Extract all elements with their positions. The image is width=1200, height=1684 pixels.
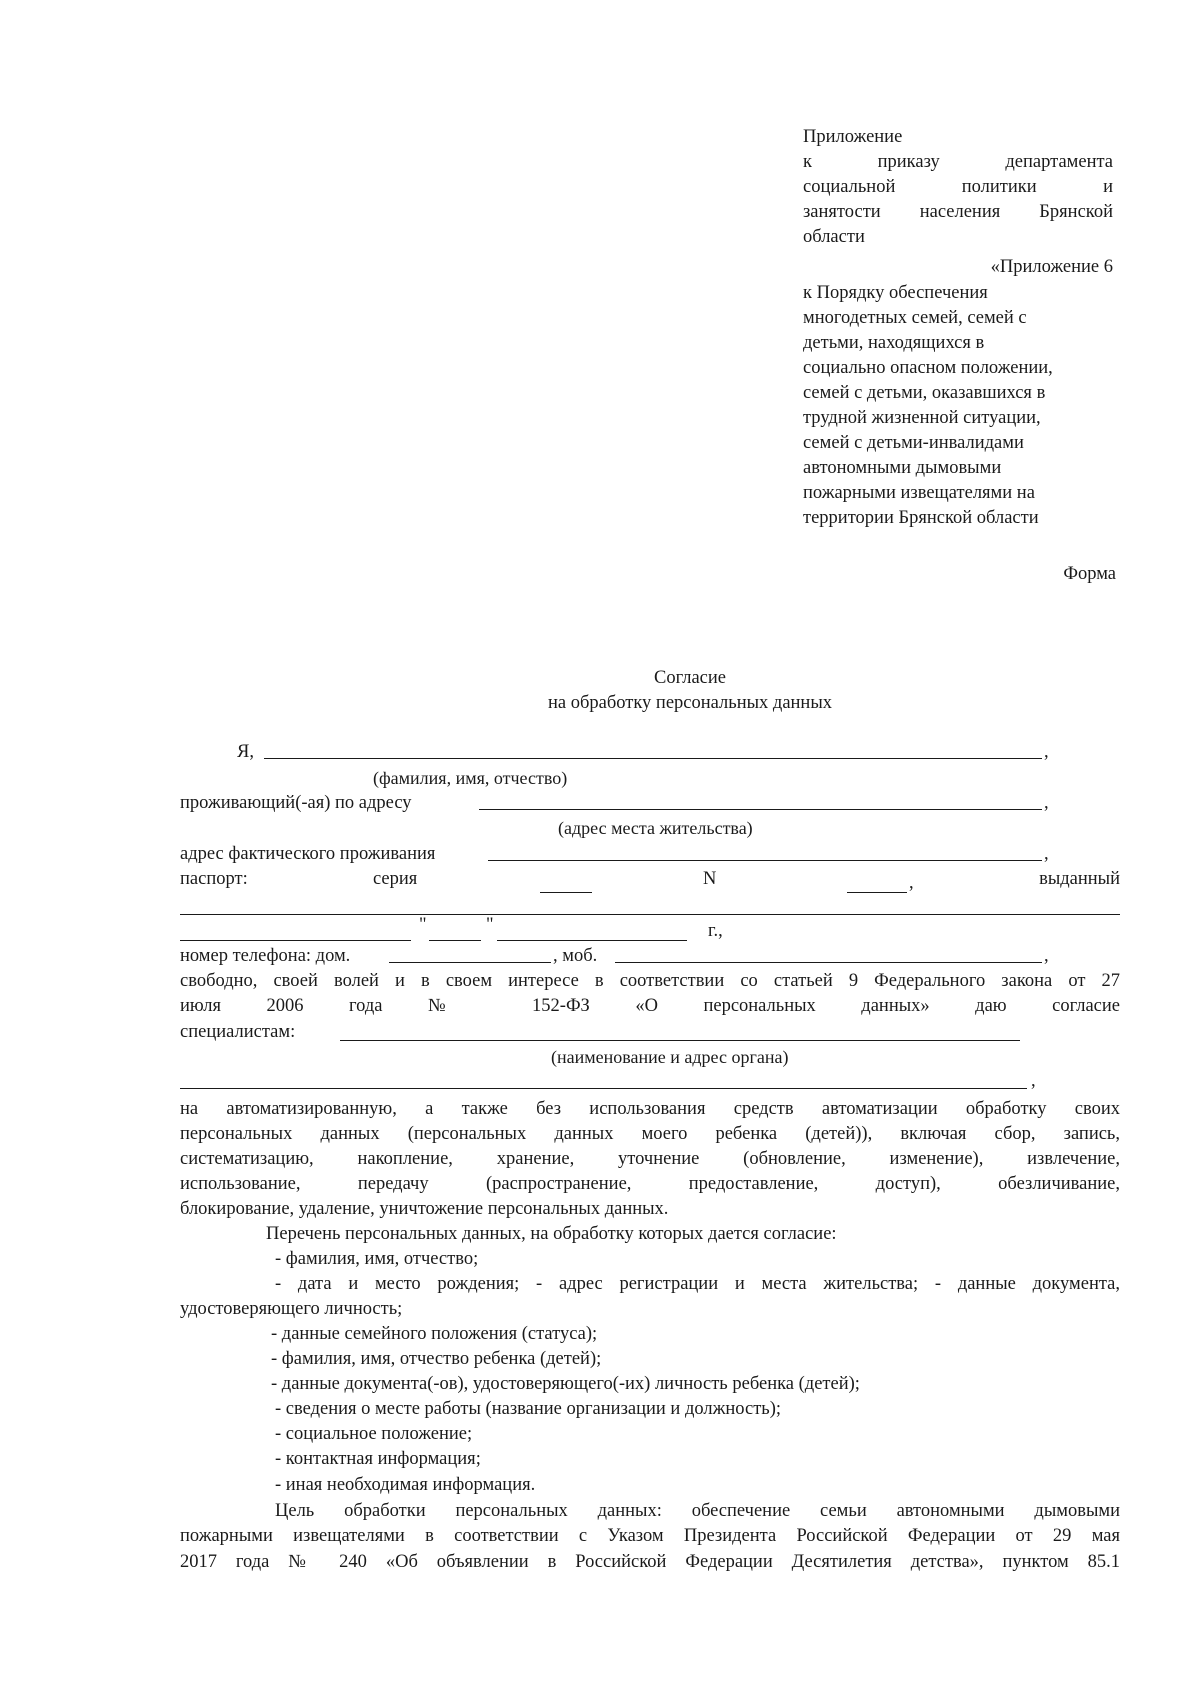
address-hint: (адрес места жительства)	[558, 818, 753, 838]
consent-line-2: июля 2006 года № 152-ФЗ «О персональных данных» даю согласие	[180, 996, 1120, 1016]
issued-by-field-line-2[interactable]	[180, 940, 411, 941]
processing-line-4: использование, передачу (распространение, предоставление, доступ), обезличивание,	[180, 1174, 1120, 1194]
month-year-field-line[interactable]	[497, 940, 687, 941]
fio-hint: (фамилия, имя, отчество)	[373, 768, 568, 788]
procedure-line-8: автономными дымовыми	[803, 458, 1002, 478]
series-label: серия	[373, 869, 418, 889]
procedure-line-6: трудной жизненной ситуации,	[803, 408, 1041, 428]
list-item: - сведения о месте работы (название организации и должность);	[275, 1399, 782, 1419]
list-item: - контактная информация;	[275, 1449, 481, 1469]
organ-comma: ,	[1031, 1071, 1036, 1091]
phone-label: номер телефона: дом.	[180, 946, 351, 966]
purpose-line-2: пожарными извещателями в соответствии с Указом Президента Российской Федерации от 29 мая	[180, 1526, 1120, 1546]
date-close-quote: "	[486, 915, 494, 935]
procedure-line-1: к Порядку обеспечения	[803, 283, 988, 303]
order-line-3: занятости населения Брянской	[803, 202, 1113, 222]
processing-line-1: на автоматизированную, а также без использования средств автоматизации обработку своих	[180, 1099, 1120, 1119]
number-label: N	[703, 869, 717, 889]
number-field-line[interactable]	[847, 892, 907, 893]
actual-address-comma: ,	[1044, 844, 1049, 864]
home-phone-field-line[interactable]	[389, 962, 551, 963]
list-item: - фамилия, имя, отчество;	[275, 1249, 479, 1269]
list-item: - данные документа(-ов), удостоверяющего(-их) личность ребенка (детей);	[271, 1374, 860, 1394]
passport-label: паспорт:	[180, 869, 248, 889]
organ-field-line[interactable]	[340, 1040, 1020, 1041]
list-item: - иная необходимая информация.	[275, 1475, 536, 1495]
form-label: Форма	[1063, 564, 1116, 584]
list-item: - фамилия, имя, отчество ребенка (детей);	[271, 1349, 602, 1369]
document-title: Согласие	[653, 668, 726, 688]
i-prefix: Я,	[237, 742, 254, 762]
appendix6-title: «Приложение 6	[990, 257, 1113, 277]
specialists-label: специалистам:	[180, 1022, 296, 1042]
list-item: - данные семейного положения (статуса);	[271, 1324, 598, 1344]
day-field-line[interactable]	[429, 940, 481, 941]
issued-label: выданный	[1039, 869, 1120, 889]
list-item-birth: - дата и место рождения; - адрес регистрации и места жительства; - данные документа,	[275, 1274, 1120, 1294]
organ-field-line-2[interactable]	[180, 1088, 1027, 1089]
fio-comma: ,	[1044, 742, 1049, 762]
list-item-birth-cont: удостоверяющего личность;	[180, 1299, 403, 1319]
procedure-line-10: территории Брянской области	[803, 508, 1039, 528]
address-comma: ,	[1044, 793, 1049, 813]
mobile-phone-field-line[interactable]	[615, 962, 1042, 963]
series-field-line[interactable]	[540, 892, 592, 893]
list-intro: Перечень персональных данных, на обработку которых дается согласие:	[266, 1224, 837, 1244]
order-line-1: к приказу департамента	[803, 152, 1113, 172]
processing-line-3: систематизацию, накопление, хранение, уточнение (обновление, изменение), извлечение,	[180, 1149, 1120, 1169]
processing-line-2: персональных данных (персональных данных моего ребенка (детей)), включая сбор, запись,	[180, 1124, 1120, 1144]
purpose-line-1: Цель обработки персональных данных: обеспечение семьи автономными дымовыми	[275, 1501, 1120, 1521]
fio-field-line[interactable]	[264, 758, 1042, 759]
phone-comma: ,	[1044, 946, 1049, 966]
mobile-label: , моб.	[553, 946, 598, 966]
procedure-line-2: многодетных семей, семей с	[803, 308, 1027, 328]
procedure-line-7: семей с детьми-инвалидами	[803, 433, 1024, 453]
order-line-4: области	[803, 227, 865, 247]
organ-hint: (наименование и адрес органа)	[551, 1047, 789, 1067]
list-item: - социальное положение;	[275, 1424, 473, 1444]
procedure-line-9: пожарными извещателями на	[803, 483, 1035, 503]
residing-label: проживающий(-ая) по адресу	[180, 793, 412, 813]
procedure-line-5: семей с детьми, оказавшихся в	[803, 383, 1046, 403]
processing-line-5: блокирование, удаление, уничтожение персональных данных.	[180, 1199, 669, 1219]
procedure-line-4: социально опасном положении,	[803, 358, 1053, 378]
number-comma: ,	[909, 873, 914, 893]
date-open-quote: "	[419, 915, 427, 935]
consent-line-1: свободно, своей волей и в своем интересе в соответствии со статьей 9 Федерального закона от 27	[180, 971, 1120, 991]
address-field-line[interactable]	[479, 809, 1042, 810]
purpose-line-3: 2017 года № 240 «Об объявлении в Российской Федерации Десятилетия детства», пунктом 85.1	[180, 1552, 1120, 1572]
actual-address-field-line[interactable]	[488, 860, 1042, 861]
document-subtitle: на обработку персональных данных	[547, 693, 833, 713]
appendix-title: Приложение	[803, 127, 903, 147]
issued-by-field-line[interactable]	[180, 914, 1120, 915]
year-suffix: г.,	[708, 921, 723, 941]
actual-address-label: адрес фактического проживания	[180, 844, 436, 864]
order-line-2: социальной политики и	[803, 177, 1113, 197]
procedure-line-3: детьми, находящихся в	[803, 333, 985, 353]
